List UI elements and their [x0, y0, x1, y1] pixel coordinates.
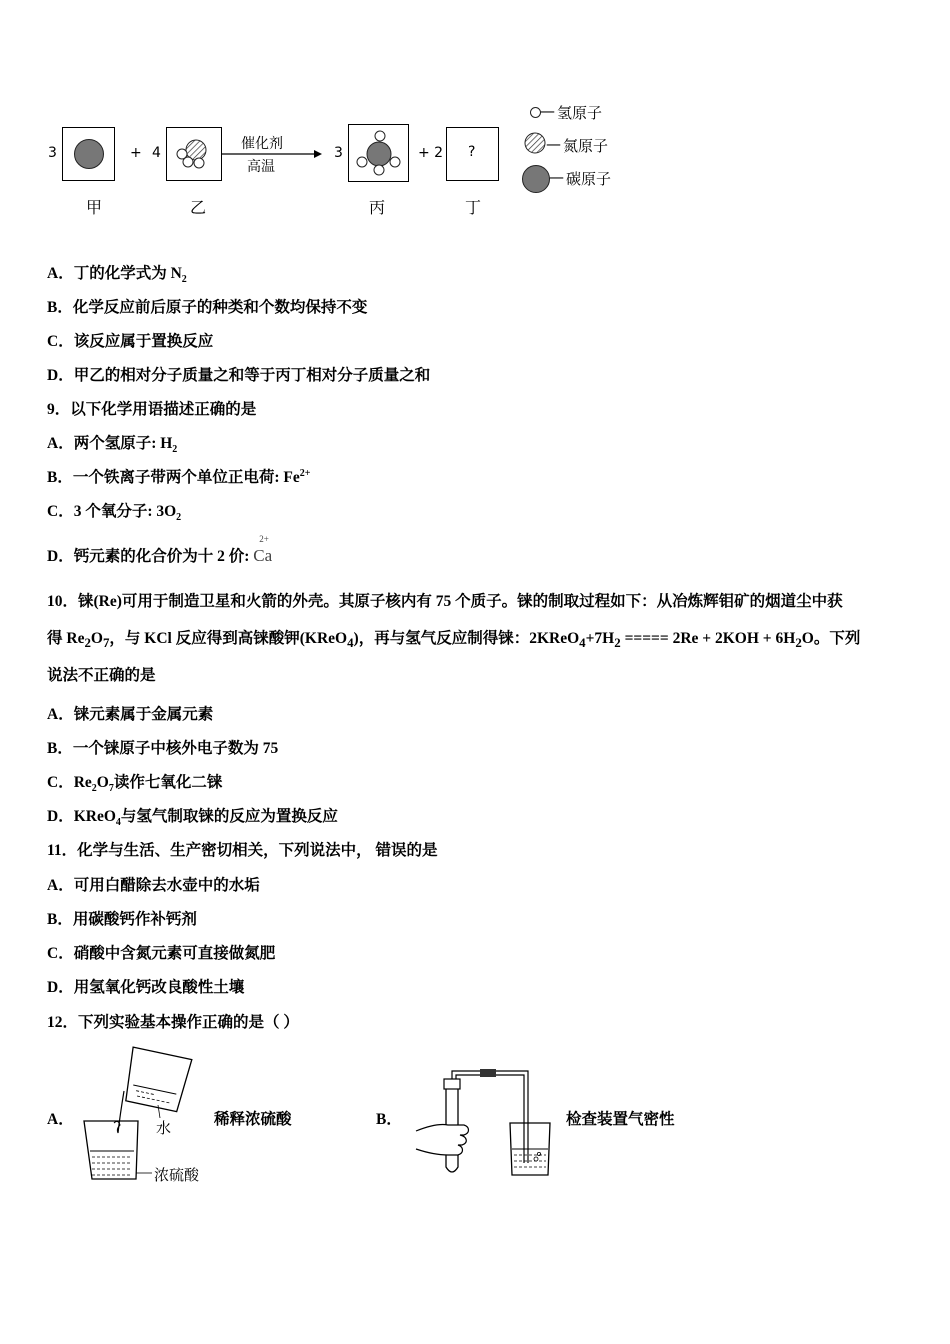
q11-stem: 11．化学与生活、生产密切相关，下列说法中， 错误的是 — [47, 842, 438, 859]
q10-option-a: A．铼元素属于金属元素 — [47, 706, 214, 723]
label-bing: 丙 — [369, 198, 386, 217]
legend-dash-2: — — [546, 135, 561, 153]
q10-option-c: C．$Re_2O_7$读作七氧化二铼 — [47, 774, 223, 795]
q9-option-b: B．一个铁离子带两个单位正电荷: $Fe^{2+}$ — [47, 467, 311, 486]
calcium-valence-symbol: 2+ Ca — [253, 534, 273, 565]
q10-option-b: B．一个铼原子中核外电子数为 75 — [47, 740, 279, 757]
coefficient-bing: 3 — [334, 145, 343, 161]
coefficient-jia: 3 — [48, 145, 57, 161]
unknown-molecule: ? — [468, 144, 476, 160]
ammonia-molecule-icon — [167, 128, 221, 180]
q9-stem: 9．以下化学用语描述正确的是 — [47, 401, 257, 418]
q10-line-1: 10．铼(Re)可用于制造卫星和火箭的外壳。其原子核内有 75 个质子。铼的制取过程如下：从冶炼辉钼矿的烟道尘中获 — [47, 593, 843, 610]
coefficient-ding: + 2 — [418, 145, 444, 161]
q11-option-d: D．用氢氧化钙改良酸性土壤 — [47, 979, 245, 996]
q9-option-a: A．两个氢原子: $H_2$ — [47, 435, 178, 456]
arrow-condition-temperature: 高温 — [247, 159, 275, 175]
q8-option-c: C．该反应属于置换反应 — [47, 333, 214, 350]
legend-nitrogen: 氮原子 — [563, 137, 609, 155]
molecule-box-jia — [62, 127, 115, 181]
molecule-box-ding — [446, 127, 499, 181]
legend-hydrogen: 氢原子 — [557, 104, 603, 122]
q9-option-d: D．钙元素的化合价为十 2 价: 2+ Ca — [47, 534, 273, 565]
label-jia: 甲 — [86, 198, 103, 217]
carbon-legend-icon — [522, 165, 550, 193]
q12-option-a-label: A． — [47, 1111, 74, 1128]
q10-line-2: 得 $Re_2O_7$，与 KCl 反应得到高铼酸钾(KReO$_4$)，再与氢气反应制得铼：$2KReO_4+7H_2$ ===== $2Re + 2KOH + 6H_2O$。下列 — [47, 630, 861, 651]
q11-option-c: C．硝酸中含氮元素可直接做氮肥 — [47, 945, 276, 962]
q10-line-3: 说法不正确的是 — [47, 667, 156, 684]
q12-stem: 12．下列实验基本操作正确的是（ ） — [47, 1014, 299, 1031]
q8-option-d: D．甲乙的相对分子质量之和等于丙丁相对分子质量之和 — [47, 367, 431, 384]
q10-option-d: D．KReO$_4$与氢气制取铼的反应为置换反应 — [47, 808, 338, 829]
arrow-condition-catalyst: 催化剂 — [241, 136, 283, 152]
molecule-box-yi — [166, 127, 222, 181]
q12-a-acid-label: 浓硫酸 — [154, 1166, 200, 1184]
q12-option-b-text: 检查装置气密性 — [566, 1111, 675, 1128]
legend-dash: — — [540, 102, 555, 120]
airtightness-apparatus-icon — [408, 1063, 558, 1193]
q11-option-b: B．用碳酸钙作补钙剂 — [47, 911, 197, 928]
q8-option-b: B．化学反应前后原子的种类和个数均保持不变 — [47, 299, 368, 316]
carbon-molecule-icon — [349, 125, 408, 181]
legend-carbon: 碳原子 — [566, 170, 612, 188]
q10-stem — [47, 583, 907, 694]
q12-option-a-text: 稀释浓硫酸 — [214, 1111, 292, 1128]
q9-option-c: C．3 个氧分子: $3O_2$ — [47, 503, 182, 524]
molecule-box-bing — [348, 124, 409, 182]
dilution-apparatus-icon — [78, 1043, 208, 1183]
q8-option-a: A．丁的化学式为 $N_2$ — [47, 265, 187, 286]
q11-option-a: A．可用白醋除去水壶中的水垢 — [47, 877, 260, 894]
coefficient-yi: 4 — [152, 145, 161, 161]
q12-option-b-label: B． — [376, 1111, 402, 1128]
label-ding: 丁 — [465, 198, 482, 217]
label-yi: 乙 — [190, 198, 207, 217]
q12-a-water-label: 水 — [156, 1119, 172, 1137]
carbon-atom-icon — [74, 139, 104, 169]
plus-sign: + — [130, 145, 142, 161]
legend-dash-3: — — [549, 168, 564, 186]
